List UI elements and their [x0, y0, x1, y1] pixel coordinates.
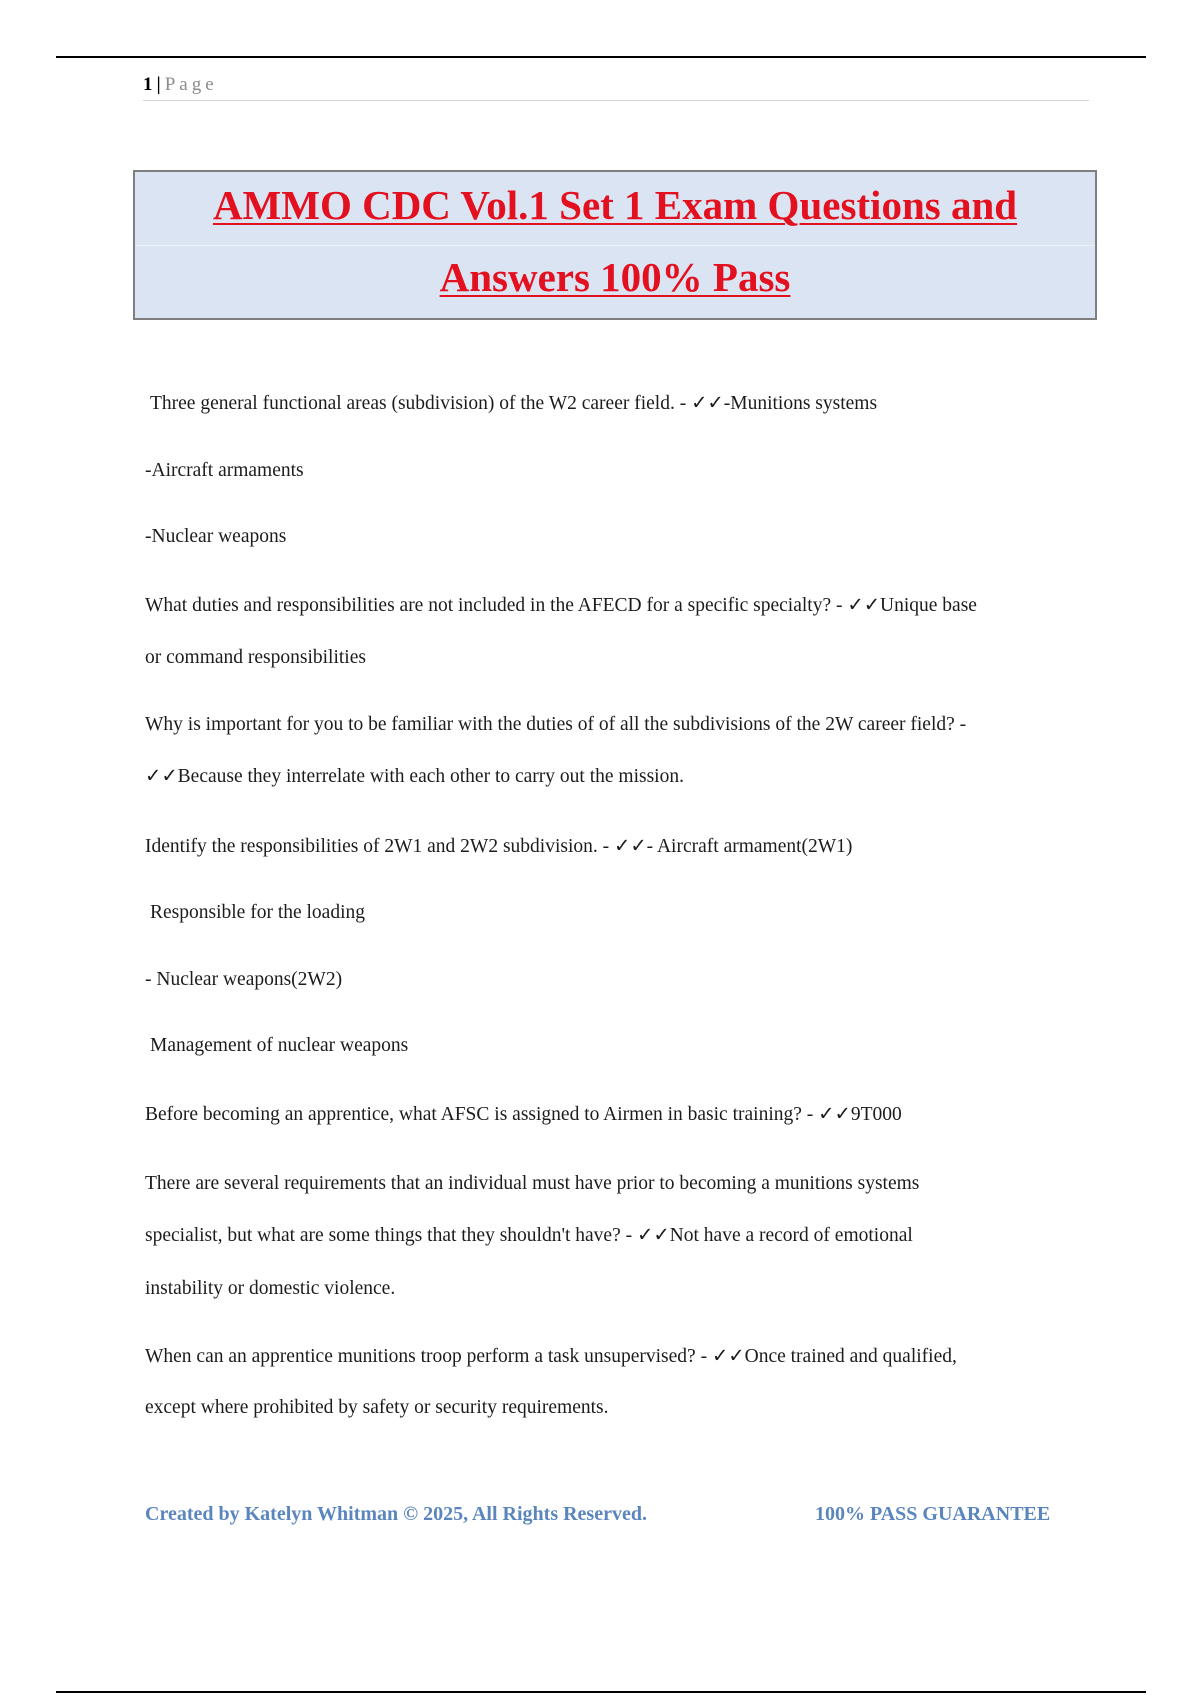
qa-line: - Nuclear weapons(2W2)	[145, 969, 343, 990]
title-divider	[135, 245, 1095, 246]
footer-guarantee: 100% PASS GUARANTEE	[815, 1503, 1051, 1525]
qa-line: Responsible for the loading	[150, 902, 366, 923]
footer-copyright: Created by Katelyn Whitman © 2025, All Rights Reserved.	[145, 1503, 647, 1525]
qa-line: ✓✓Because they interrelate with each other to carry out the mission.	[145, 766, 684, 787]
page-number: 1	[143, 74, 153, 95]
qa-line: Three general functional areas (subdivision) of the W2 career field. - ✓✓-Munitions systems	[150, 393, 878, 414]
qa-line: -Aircraft armaments	[145, 460, 304, 481]
qa-line: Why is important for you to be familiar with the duties of of all the subdivisions of the 2W career field? -	[145, 714, 967, 735]
qa-line: Before becoming an apprentice, what AFSC is assigned to Airmen in basic training? - ✓✓9T000	[145, 1104, 902, 1125]
qa-line: What duties and responsibilities are not included in the AFECD for a specific specialty? - ✓✓Unique base	[145, 595, 977, 616]
document-title-line-1: AMMO CDC Vol.1 Set 1 Exam Questions and	[212, 182, 1018, 228]
qa-line: -Nuclear weapons	[145, 526, 287, 547]
page-word: Page	[164, 74, 218, 95]
qa-line: except where prohibited by safety or security requirements.	[145, 1397, 609, 1418]
qa-line: There are several requirements that an individual must have prior to becoming a munitions systems	[145, 1173, 920, 1194]
page-separator: |	[156, 74, 161, 95]
qa-line: or command responsibilities	[145, 647, 366, 668]
qa-line: instability or domestic violence.	[145, 1278, 396, 1299]
bottom-rule	[56, 1691, 1146, 1693]
top-rule	[56, 56, 1146, 58]
qa-line: Identify the responsibilities of 2W1 and 2W2 subdivision. - ✓✓- Aircraft armament(2W1)	[145, 836, 853, 857]
page-header	[143, 72, 1089, 101]
qa-line: When can an apprentice munitions troop perform a task unsupervised? - ✓✓Once trained and qualified,	[145, 1346, 957, 1367]
document-title-line-2: Answers 100% Pass	[439, 254, 791, 300]
qa-line: Management of nuclear weapons	[150, 1035, 409, 1056]
title-box	[133, 170, 1097, 320]
qa-line: specialist, but what are some things that they shouldn't have? - ✓✓Not have a record of emotional	[145, 1225, 913, 1246]
